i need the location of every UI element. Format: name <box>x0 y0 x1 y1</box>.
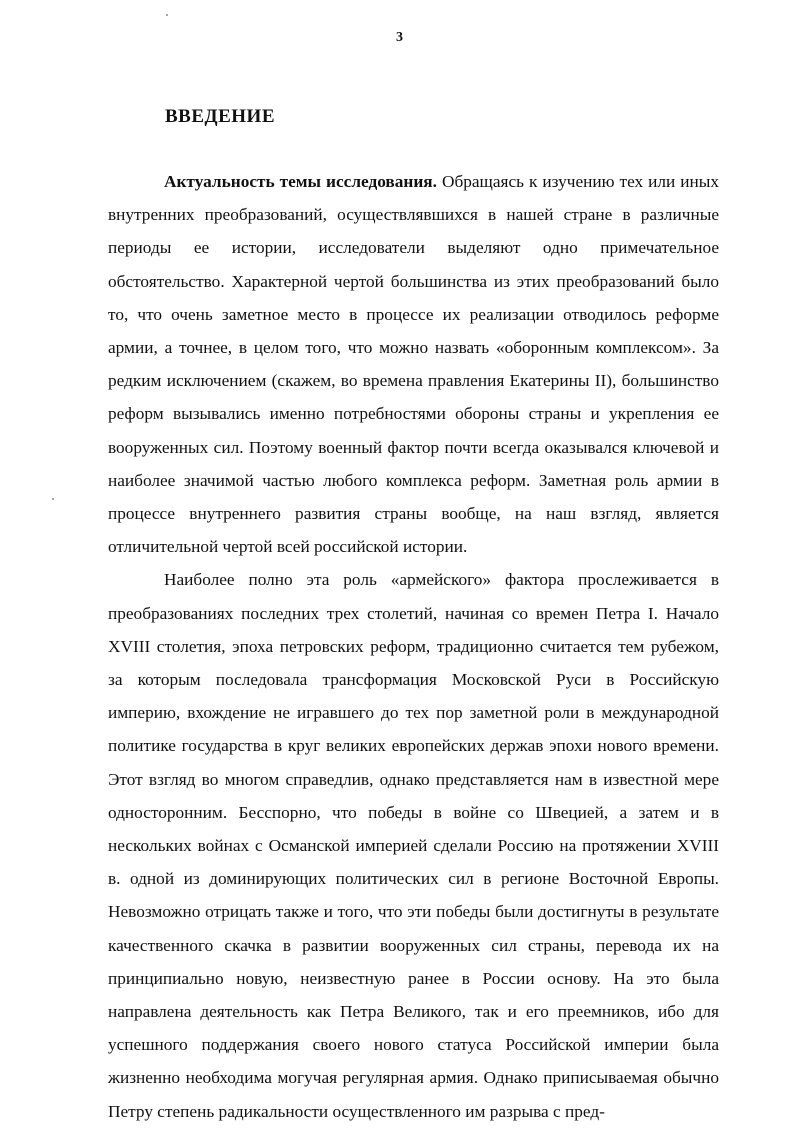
paragraph-1-text: Обращаясь к изучению тех или иных внутренних преобразований, осуществлявшихся в нашей стране в различные периоды ее истории, исследователи выделяют одно примечательное обстоятельство. Характерной чертой большинства из этих преобразований было то, что очень заметное место в процессе их реализации отводилось реформе армии, а точнее, в целом того, что можно назвать «оборонным комплексом». За редким исключением (скажем, во времена правления Екатерины II), большинство реформ вызывались именно потребностями обороны страны и укрепления ее вооруженных сил. Поэтому военный фактор почти всегда оказывался ключевой и наиболее значимой частью любого комплекса реформ. Заметная роль армии в процессе внутреннего развития страны вообще, на наш взгляд, является отличительной чертой всей российской истории. <box>108 172 719 557</box>
scan-speck <box>166 14 168 16</box>
scan-speck <box>52 498 54 500</box>
body-text <box>108 165 719 1128</box>
page-number: 3 <box>396 30 403 45</box>
section-heading: ВВЕДЕНИЕ <box>165 106 275 127</box>
paragraph-2-text: Наиболее полно эта роль «армейского» фактора прослеживается в преобразованиях последних трех столетий, начиная со времен Петра I. Начало XVIII столетия, эпоха петровских реформ, традиционно считается тем рубежом, за которым последовала трансформация Московской Руси в Российскую империю, вхождение не игравшего до тех пор заметной роли в международной политике государства в круг великих европейских держав эпохи нового времени. Этот взгляд во многом справедлив, однако представляется нам в известной мере односторонним. Бесспорно, что победы в войне со Швецией, а затем и в нескольких войнах с Османской империей сделали Россию на протяжении XVIII в. одной из доминирующих политических сил в регионе Восточной Европы. Невозможно отрицать также и того, что эти победы были достигнуты в результате качественного скачка в развитии вооруженных сил страны, перевода их на принципиально новую, неизвестную ранее в России основу. На это была направлена деятельность как Петра Великого, так и его преемников, ибо для успешного поддержания своего нового статуса Российской империи была жизненно необходима могучая регулярная армия. Однако приписываемая обычно Петру степень радикальности осуществленного им разрыва с пред- <box>108 570 719 1121</box>
paragraph-1-lead: Актуальность темы исследования. <box>164 172 437 191</box>
paragraph-2 <box>108 563 719 1127</box>
paragraph-1 <box>108 165 719 563</box>
